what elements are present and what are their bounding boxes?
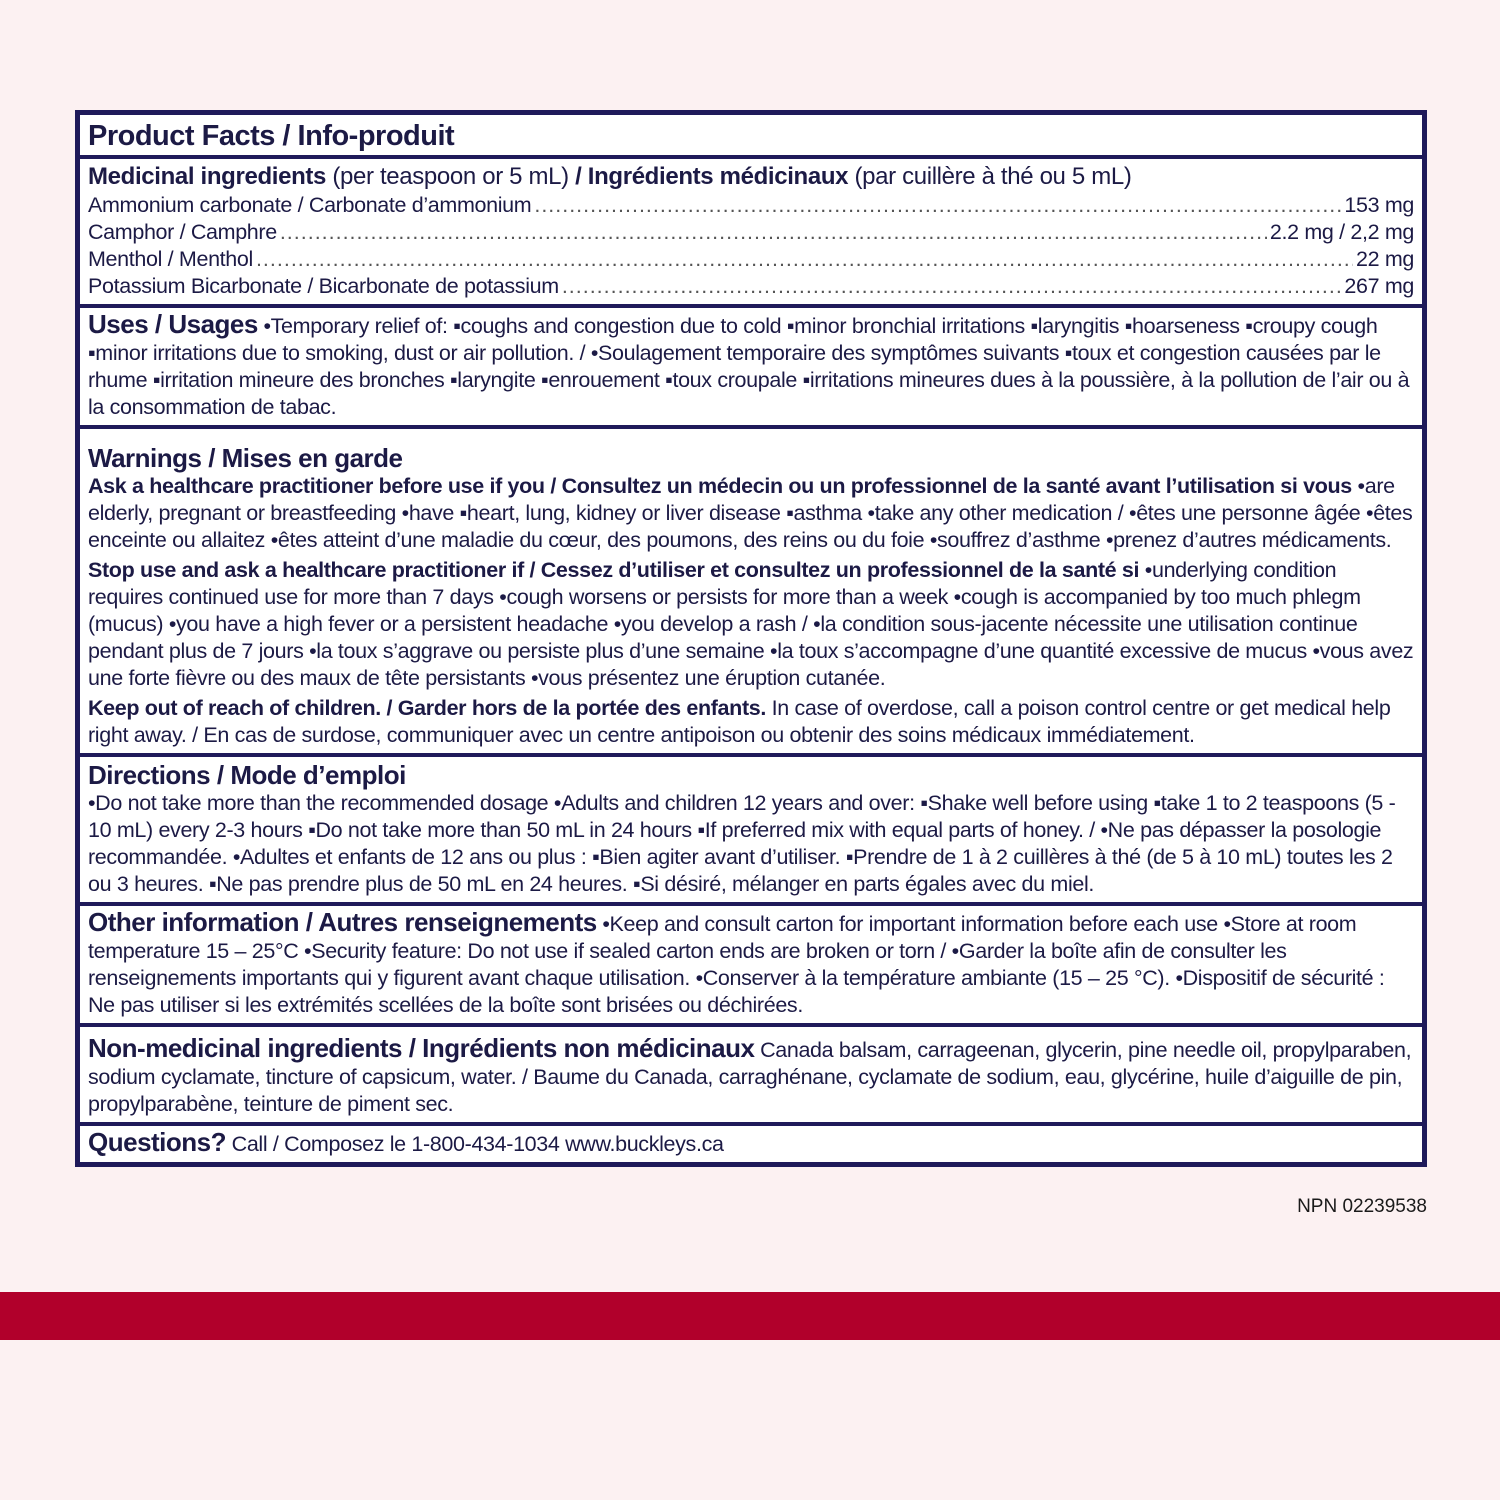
ingredient-amount: 22 mg [1355, 247, 1414, 271]
stop-use-label: Stop use and ask a healthcare practitioner if / Cessez d’utiliser et consultez un professionnel de la santé si [88, 558, 1140, 582]
warnings-heading: Warnings / Mises en garde [88, 443, 403, 473]
overdose-text: In case of overdose, call a poison control centre or get medical help right away. / En cas de surdose, communiquer avec un centre antipoison ou obtenir des soins médicaux immédiatement. [88, 696, 1391, 747]
questions-heading: Questions? [88, 1127, 227, 1157]
non-medicinal-section [80, 1027, 1422, 1126]
product-facts-panel [75, 110, 1427, 1167]
leader-dots [562, 273, 1342, 300]
ingredient-row [88, 273, 1414, 300]
other-information-section [80, 906, 1422, 1027]
leader-dots [280, 219, 1267, 246]
ingredient-name: Ammonium carbonate / Carbonate d’ammonium [88, 193, 532, 217]
ingredient-name: Menthol / Menthol [88, 247, 253, 271]
ingredient-amount: 267 mg [1344, 274, 1414, 298]
directions-heading: Directions / Mode d’emploi [88, 760, 406, 790]
stop-use-text: •underlying condition requires continued use for more than 7 days •cough worsens or persists for more than a week •cough is accompanied by too much phlegm (mucus) •you have a high fever or a persistent headache •you develop a rash / •la condition sous-jacente nécessite une utilisation continue pendant plus de 7 jours •la toux s’aggrave ou persiste plus d’une semaine •la toux s’accompagne d’une quantité excessive de mucus •vous avez une forte fièvre ou des maux de tête persistants •vous présentez une éruption cutanée. [88, 558, 1414, 690]
uses-section [80, 308, 1422, 429]
questions-section [80, 1126, 1422, 1162]
red-band [0, 1292, 1500, 1340]
ingredient-amount: 2.2 mg / 2,2 mg [1269, 220, 1414, 244]
ingredient-row [88, 192, 1414, 219]
other-information-text: •Keep and consult carton for important information before each use •Store at room temperature 15 – 25°C •Security feature: Do not use if sealed carton ends are broken or torn / •Garder la boîte afin de consulter les renseignements importants qui y figurent avant chaque utilisation. •Conserver à la température ambiante (15 – 25 °C). •Dispositif de sécurité : Ne pas utiliser si les extrémités scellées de la boîte sont brisées ou déchirées. [88, 912, 1385, 1017]
other-information-heading: Other information / Autres renseignements [88, 907, 597, 937]
medicinal-ingredients-heading [88, 162, 1414, 192]
ingredient-name: Camphor / Camphre [88, 220, 277, 244]
leader-dots [534, 192, 1341, 219]
directions-text: •Do not take more than the recommended dosage •Adults and children 12 years and over: ▪Shake well before using ▪take 1 to 2 teaspoons (5 - 10 mL) every 2-3 hours ▪Do not take more than 50 mL in 24 hours ▪If preferred mix with equal parts of honey. / •Ne pas dépasser la posologie recommandée. •Adultes et enfants de 12 ans ou plus : ▪Bien agiter avant d’utiliser. ▪Prendre de 1 à 2 cuillères à thé (de 5 à 10 mL) toutes les 2 ou 3 heures. ▪Ne pas prendre plus de 50 mL en 24 heures. ▪Si désiré, mélanger en parts égales avec du miel. [88, 791, 1396, 896]
leader-dots [256, 246, 1353, 273]
ingredient-row [88, 246, 1414, 273]
ingredient-row [88, 219, 1414, 246]
questions-contact: Call / Composez le 1-800-434-1034 www.buckleys.ca [231, 1132, 724, 1156]
product-facts-title: Product Facts / Info-produit [80, 115, 1422, 159]
non-medicinal-text: Canada balsam, carrageenan, glycerin, pine needle oil, propylparaben, sodium cyclamate, tincture of capsicum, water. / Baume du Canada, carraghénane, cyclamate de sodium, eau, glycérine, huile d’aiguille de pin, propylparabène, teinture de piment sec. [88, 1038, 1412, 1116]
keep-out-of-reach-label: Keep out of reach of children. / Garder hors de la portée des enfants. [88, 696, 766, 720]
ingredient-amount: 153 mg [1344, 193, 1414, 217]
medicinal-label-en: Medicinal ingredients [88, 163, 327, 190]
uses-text: •Temporary relief of: ▪coughs and congestion due to cold ▪minor bronchial irritations ▪laryngitis ▪hoarseness ▪croupy cough ▪minor irritations due to smoking, dust or air pollution. / •Soulagement temporaire des symptômes suivants ▪toux et congestion causées par le rhume ▪irritation mineure des bronches ▪laryngite ▪enrouement ▪toux croupale ▪irritations mineures dues à la poussière, à la pollution de l’air ou à la consommation de tabac. [88, 314, 1410, 419]
medicinal-ingredients-section [80, 159, 1422, 308]
ask-practitioner-text: •are elderly, pregnant or breastfeeding •have ▪heart, lung, kidney or liver disease ▪asthma •take any other medication / •êtes une personne âgée •êtes enceinte ou allaitez •êtes atteint d’une maladie du cœur, des poumons, des reins ou du foie •souffrez d’asthme •prenez d’autres médicaments. [88, 474, 1413, 552]
non-medicinal-heading: Non-medicinal ingredients / Ingrédients non médicinaux [88, 1033, 755, 1063]
ask-practitioner-label: Ask a healthcare practitioner before use if you / Consultez un médecin ou un professionnel de la santé avant l’utilisation si vous [88, 474, 1352, 498]
npn-number: NPN 02239538 [1297, 1196, 1427, 1217]
directions-section [80, 757, 1422, 906]
uses-heading: Uses / Usages [88, 309, 258, 339]
medicinal-note-en: (per teaspoon or 5 mL) [332, 163, 569, 190]
ingredient-name: Potassium Bicarbonate / Bicarbonate de potassium [88, 274, 559, 298]
medicinal-label-fr: / Ingrédients médicinaux [575, 163, 849, 190]
medicinal-note-fr: (par cuillère à thé ou 5 mL) [854, 163, 1132, 190]
warnings-section [80, 429, 1422, 757]
